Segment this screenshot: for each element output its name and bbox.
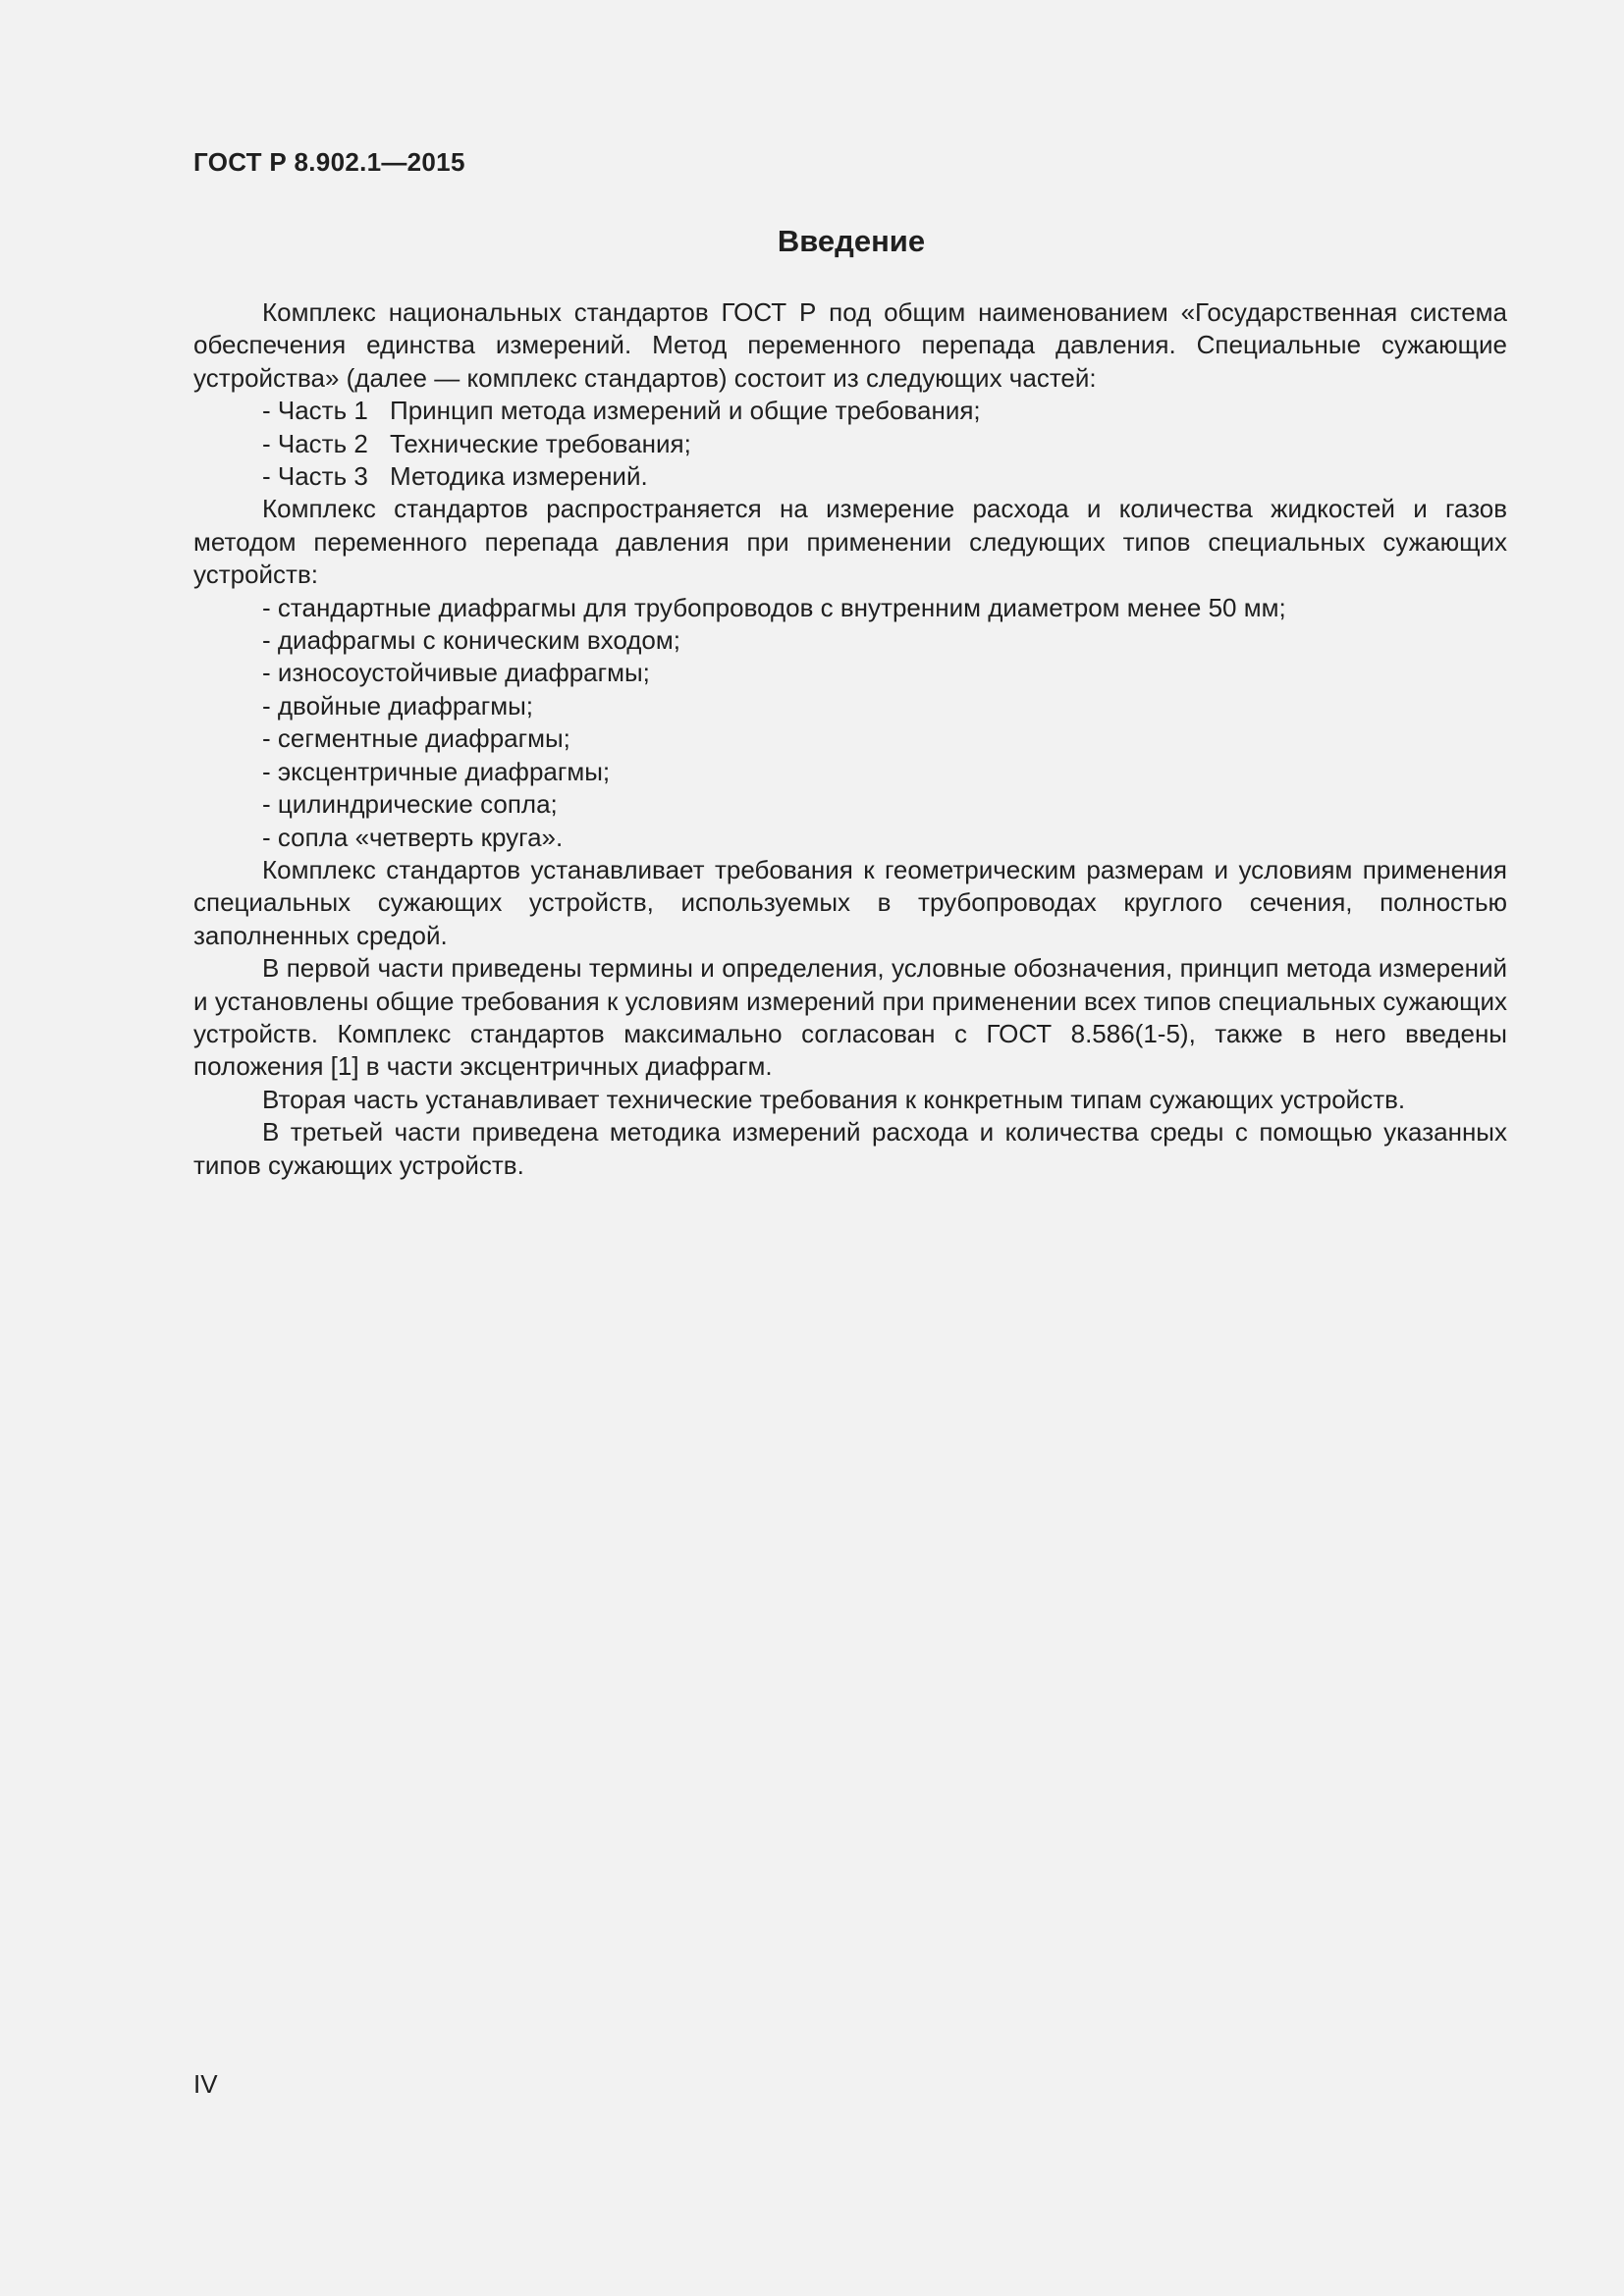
part-number: - Часть 1 bbox=[262, 396, 368, 426]
paragraph-part-three: В третьей части приведена методика измерений расхода и количества среды с помощью указанных типов сужающих устройств. bbox=[193, 1117, 1507, 1180]
list-item-part-2 bbox=[193, 428, 1507, 460]
paragraph-requirements: Комплекс стандартов устанавливает требования к геометрическим размерам и условиям применения специальных сужающих устройств, используемых в трубопроводах круглого сечения, полностью заполненных средой. bbox=[193, 854, 1507, 950]
page-number: IV bbox=[193, 2069, 218, 2099]
paragraph-part-one: В первой части приведены термины и определения, условные обозначения, принцип метода измерений и установлены общие требования к условиям измерений при применении всех типов специальных сужающих устройств. Комплекс стандартов максимально согласован с ГОСТ 8.586(1-5), также в него введены положения [1] в части эксцентричных диафрагм. bbox=[193, 953, 1507, 1082]
part-title: Технические требования; bbox=[390, 428, 691, 458]
paragraph-intro: Комплекс национальных стандартов ГОСТ Р под общим наименованием «Государственная система обеспечения единства измерений. Метод переменного перепада давления. Специальные сужающие устройства» (далее — комплекс стандартов) состоит из следующих частей: bbox=[193, 297, 1507, 393]
list-item-device: - сопла «четверть круга». bbox=[262, 822, 564, 852]
list-item-device: - сегментные диафрагмы; bbox=[262, 723, 570, 754]
list-item-part-3 bbox=[193, 460, 1507, 493]
paragraph-part-two: Вторая часть устанавливает технические требования к конкретным типам сужающих устройств. bbox=[262, 1084, 1406, 1114]
list-item-device: - диафрагмы с коническим входом; bbox=[262, 625, 680, 656]
list-item-device: - износоустойчивые диафрагмы; bbox=[262, 658, 650, 688]
paragraph-scope: Комплекс стандартов распространяется на измерение расхода и количества жидкостей и газов методом переменного перепада давления при применении следующих типов специальных сужающих устройств: bbox=[193, 494, 1507, 590]
section-body bbox=[193, 296, 1507, 1182]
part-title: Методика измерений. bbox=[390, 461, 648, 492]
section-title: Введение bbox=[777, 224, 926, 258]
list-item-part-1 bbox=[193, 395, 1507, 427]
list-item-device: - эксцентричные диафрагмы; bbox=[262, 756, 611, 786]
list-item-device: - цилиндрические сопла; bbox=[262, 789, 558, 820]
list-item-device: - двойные диафрагмы; bbox=[262, 690, 534, 721]
part-number: - Часть 2 bbox=[262, 428, 368, 458]
list-item-device: - стандартные диафрагмы для трубопроводов с внутренним диаметром менее 50 мм; bbox=[262, 592, 1286, 622]
part-number: - Часть 3 bbox=[262, 461, 368, 492]
part-title: Принцип метода измерений и общие требования; bbox=[390, 396, 981, 426]
document-code-header: ГОСТ Р 8.902.1—2015 bbox=[193, 147, 465, 177]
